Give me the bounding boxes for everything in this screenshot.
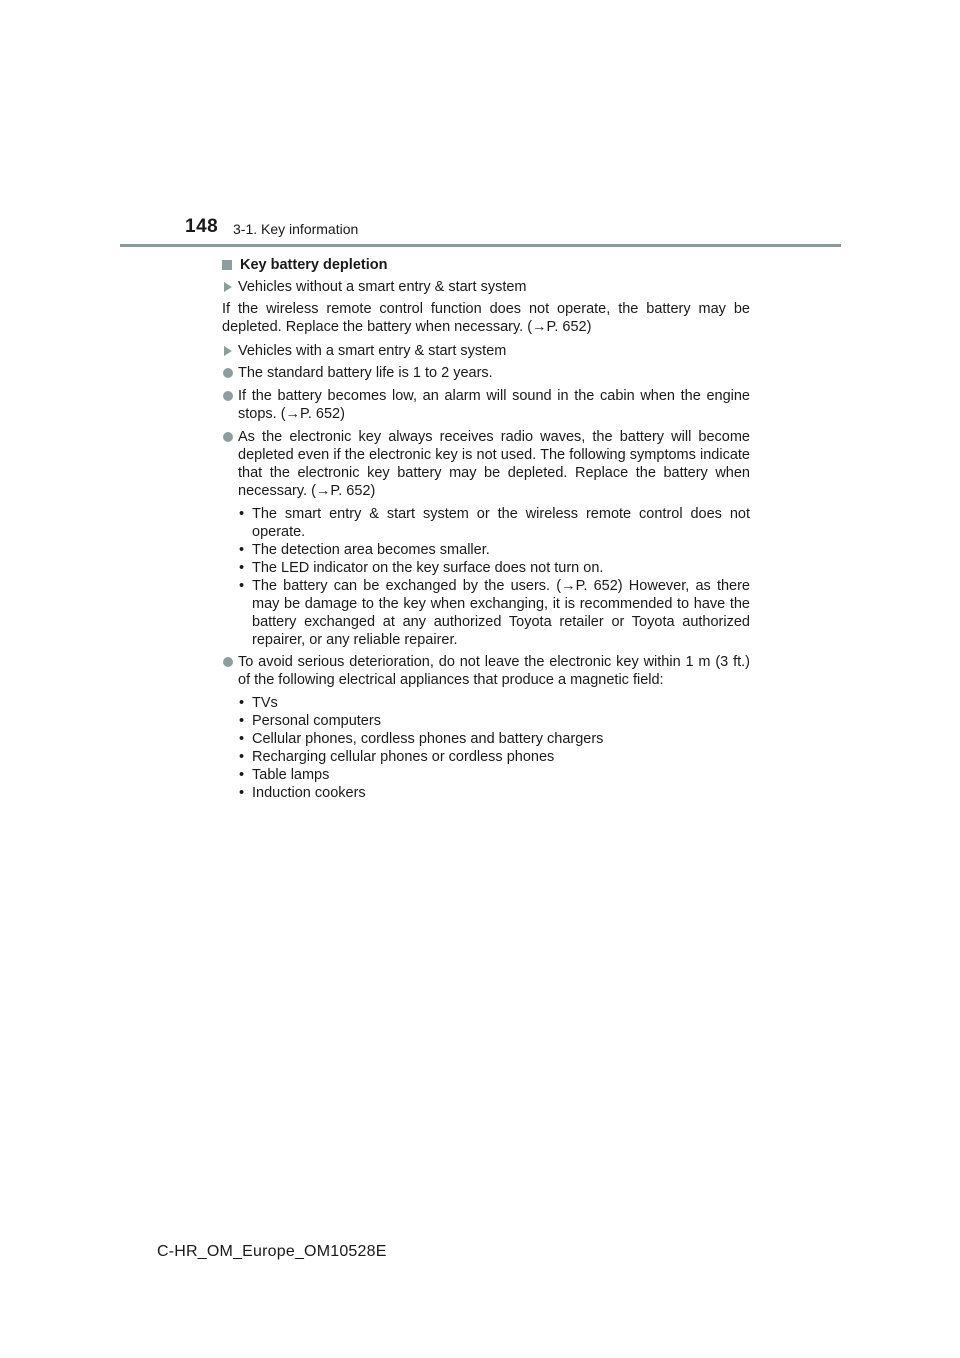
sub-list-item: • The smart entry & start system or the wireless remote control does not operate. [238,505,750,541]
circle-bullet-icon [223,657,233,667]
list-item [222,364,750,382]
paragraph: If the wireless remote control function does not operate, the battery may be depleted. Replace the battery when necessary. (→P. 652) [222,301,750,335]
section-heading [222,256,750,274]
sub-list-item: • Table lamps [238,766,750,784]
square-bullet-icon [222,260,232,270]
content-body [222,256,750,806]
sub-list-item: • The battery can be exchanged by the users. (→P. 652) However, as there may be damage to the key when exchanging, it is recommended to have the battery exchanged at any authorized Toyota retailer or Toyota authorized repairer, or any reliable repairer. [238,577,750,649]
list-item-text: To avoid serious deterioration, do not leave the electronic key within 1 m (3 ft.) of the following electrical appliances that produce a magnetic field: [238,654,750,688]
sub-list-item: • Personal computers [238,712,750,730]
section-title: 3-1. Key information [233,221,359,237]
list-item-text: As the electronic key always receives radio waves, the battery will become depleted even if the electronic key is not used. The following symptoms indicate that the electronic key battery may be depleted. Replace the battery when necessary. (→P. 652) [238,429,750,499]
sub-list-item: • TVs [238,694,750,712]
list-item-text: If the battery becomes low, an alarm will sound in the cabin when the engine stops. (→P. 652) [238,388,750,422]
triangle-bullet-icon [224,282,232,292]
circle-bullet-icon [223,368,233,378]
condition-label [222,342,750,360]
list-item [222,387,750,423]
triangle-bullet-icon [224,346,232,356]
condition-text: Vehicles with a smart entry & start system [238,343,507,359]
appliance-list [238,694,750,802]
sub-list-item: • Recharging cellular phones or cordless phones [238,748,750,766]
list-item [222,653,750,689]
list-item-text: The standard battery life is 1 to 2 years. [238,365,493,381]
circle-bullet-icon [223,432,233,442]
circle-bullet-icon [223,391,233,401]
page-number: 148 [185,216,219,237]
symptom-list [238,505,750,649]
footer-doc-id: C-HR_OM_Europe_OM10528E [157,1243,387,1260]
header-rule [120,244,841,247]
heading-text: Key battery depletion [240,257,388,273]
sub-list-item: • Cellular phones, cordless phones and battery chargers [238,730,750,748]
sub-list-item: • The LED indicator on the key surface does not turn on. [238,559,750,577]
sub-list-item: • Induction cookers [238,784,750,802]
sub-list-item: • The detection area becomes smaller. [238,541,750,559]
list-item [222,428,750,500]
condition-label [222,278,750,296]
condition-text: Vehicles without a smart entry & start system [238,279,527,295]
